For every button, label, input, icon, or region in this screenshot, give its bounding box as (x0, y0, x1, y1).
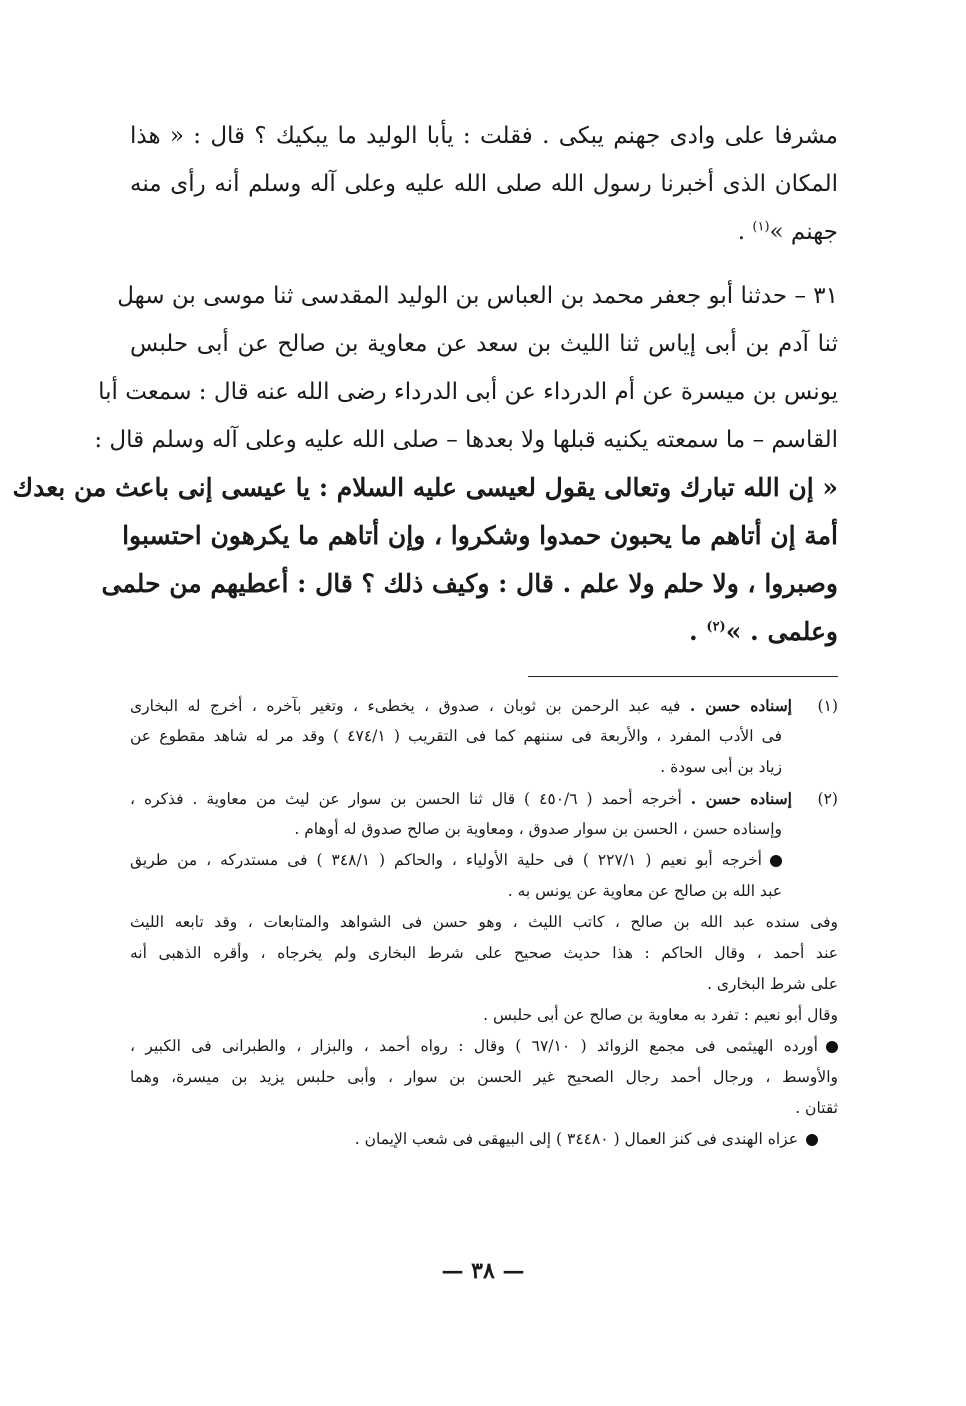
footnote-line: زياد بن أبى سودة . (660, 758, 782, 776)
bullet-icon (806, 1134, 818, 1146)
footnote-line (130, 1031, 838, 1062)
footnote-number: (٢) (817, 790, 838, 808)
text-line: القاسم – ما سمعته يكنيه قبلها ولا بعدها – صلى الله عليه وعلى آله وسلم قال : (94, 427, 838, 453)
text-line: ثنا آدم بن أبى إياس ثنا الليث بن سعد عن معاوية بن صالح عن أبى حلبس (130, 331, 838, 357)
footnote-line: فى الأدب المفرد ، والأربعة فى سننهم كما فى التقريب ( ٤٧٤/١ ) وقد مر له شاهد مقطوع عن (130, 727, 783, 745)
text-fragment: . (737, 219, 746, 245)
text-fragment: فيه عبد الرحمن بن ثوبان ، صدوق ، يخطىء ، وتغير بآخره ، أخرج له البخارى (130, 697, 681, 715)
text-fragment: أخرجه أحمد ( ٤٥٠/٦ ) قال ثنا الحسن بن سوار عن ليث من معاوية . فذكره ، (130, 790, 682, 808)
footnote-line: عند أحمد ، وقال الحاكم : هذا حديث صحيح على شرط البخارى ولم يخرجاه ، وأقره الذهبى أنه (130, 944, 838, 962)
footnote-ref: (١) (752, 219, 770, 235)
footnote-grade: إسناده حسن . (690, 789, 792, 808)
footnote-line (130, 1124, 838, 1155)
text-fragment: وعلمى . » (725, 617, 838, 646)
footnote-divider (528, 676, 838, 677)
footnote-line: ثقتان . (795, 1099, 838, 1117)
footnotes (130, 690, 838, 1155)
footnote-number: (١) (817, 697, 838, 715)
text-fragment: عزاه الهندى فى كنز العمال ( ٣٤٤٨٠ ) إلى البيهقى فى شعب الإيمان . (354, 1130, 798, 1148)
text-line: المكان الذى أخبرنا رسول الله صلى الله عليه وعلى آله وسلم أنه رأى منه (130, 171, 838, 197)
text-line: يونس بن ميسرة عن أم الدرداء عن أبى الدرداء رضى الله عنه قال : سمعت أبا (98, 379, 838, 405)
quote-line: أمة إن أتاهم ما يحبون حمدوا وشكروا ، وإن أتاهم ما يكرهون احتسبوا (122, 521, 838, 550)
footnote-line (130, 690, 838, 721)
footnote-grade: إسناده حسن . (689, 696, 792, 715)
text-fragment: جهنم » (769, 219, 838, 245)
paragraph-31 (12, 272, 838, 656)
bullet-icon (826, 1041, 838, 1053)
footnote-line: وفى سنده عبد الله بن صالح ، كاتب الليث ، وهو حسن فى الشواهد والمتابعات ، وقد تابعه الليث (130, 913, 838, 931)
footnote-line: وقال أبو نعيم : تفرد به معاوية بن صالح عن أبى حلبس . (483, 1006, 838, 1024)
paragraph-1 (130, 112, 838, 256)
text-line: مشرفا على وادى جهنم يبكى . فقلت : يأبا الوليد ما يبكيك ؟ قال : « هذا (130, 123, 838, 149)
text-line (130, 208, 838, 256)
footnote-line: على شرط البخارى . (707, 975, 838, 993)
footnote-line: عبد الله بن صالح عن معاوية عن يونس به . (507, 882, 782, 900)
quote-line: « إن الله تبارك وتعالى يقول لعيسى عليه السلام : يا عيسى إنى باعث من بعدك (12, 473, 838, 502)
footnote-line (130, 845, 838, 876)
text-fragment: أخرجه أبو نعيم ( ٢٢٧/١ ) فى حلية الأولياء ، والحاكم ( ٣٤٨/١ ) فى مستدركه ، من طريق (130, 851, 762, 869)
text-line: ٣١ – حدثنا أبو جعفر محمد بن العباس بن الوليد المقدسى ثنا موسى بن سهل (117, 283, 838, 309)
text-fragment: أورده الهيثمى فى مجمع الزوائد ( ٦٧/١٠ ) وقال : رواه أحمد ، والبزار ، والطبرانى فى الكبير ، (130, 1037, 818, 1055)
bullet-icon (770, 855, 782, 867)
footnote-line: وإسناده حسن ، الحسن بن سوار صدوق ، ومعاوية بن صالح صدوق له أوهام . (294, 820, 782, 838)
footnote-line (130, 783, 838, 814)
quote-line (130, 608, 838, 656)
quote-line: وصبروا ، ولا حلم ولا علم . قال : وكيف ذلك ؟ قال : أعطيهم من حلمى (101, 569, 838, 598)
page-number: — ٣٨ — (441, 1258, 525, 1284)
footnote-line: والأوسط ، ورجال أحمد رجال الصحيح غير الحسن بن سوار ، وأبى حلبس يزيد بن ميسرة، وهما (130, 1068, 838, 1086)
text-fragment: . (688, 617, 698, 646)
footnote-ref: (٢) (706, 619, 726, 635)
